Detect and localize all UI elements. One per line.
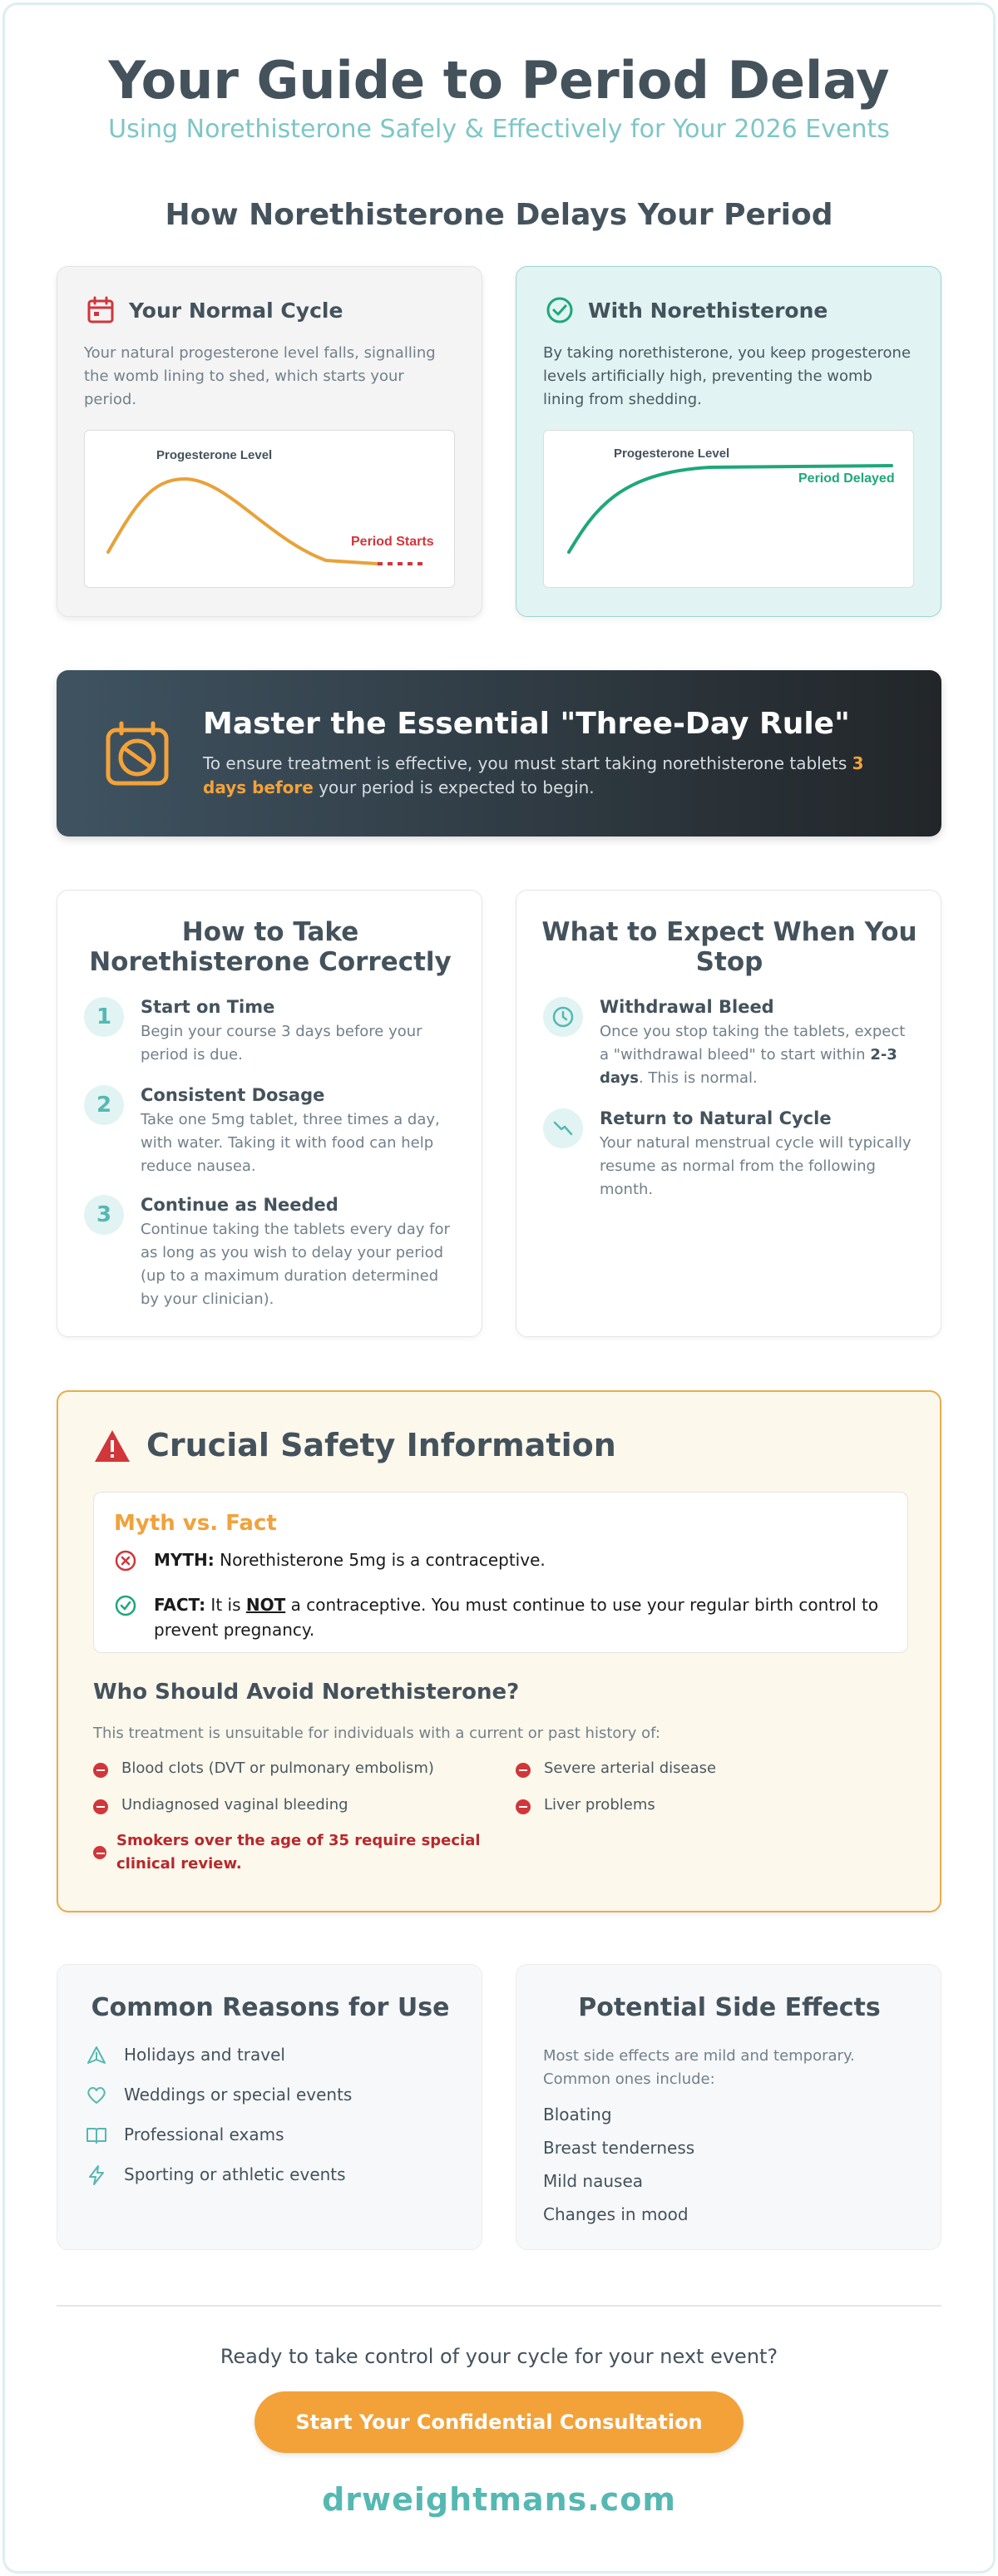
period-delayed-label: Period Delayed — [798, 471, 895, 486]
brand-link[interactable]: drweightmans.com — [322, 2481, 676, 2518]
myth-label: MYTH: — [154, 1550, 215, 1570]
what-to-expect-title: What to Expect When You Stop — [541, 917, 917, 977]
period-starts-label: Period Starts — [351, 535, 434, 549]
divider — [57, 2305, 941, 2307]
reason-item: Sporting or athletic events — [124, 2164, 346, 2184]
with-norethisterone-card — [516, 266, 941, 617]
withdrawal-bleed-text — [600, 1020, 916, 1090]
withdrawal-days: 2-3 days — [600, 1046, 897, 1087]
how-to-take-card — [57, 890, 482, 1337]
smokers-warning: Smokers over the age of 35 require special clinical review. — [116, 1832, 481, 1873]
myth-statement — [154, 1547, 886, 1572]
withdrawal-text-end: . This is normal. — [638, 1069, 758, 1087]
side-effect-item: Breast tenderness — [543, 2138, 695, 2158]
calendar-icon — [86, 295, 116, 325]
trend-icon — [543, 1108, 583, 1148]
step-title: Consistent Dosage — [141, 1085, 325, 1105]
step-number: 2 — [84, 1085, 124, 1125]
three-day-rule-title: Master the Essential "Three-Day Rule" — [203, 707, 850, 741]
warning-icon — [93, 1429, 131, 1463]
reason-item: Professional exams — [124, 2124, 284, 2144]
normal-chart-label: Progesterone Level — [156, 448, 273, 462]
what-to-expect-card — [516, 890, 941, 1337]
avoid-item: Severe arterial disease — [544, 1759, 717, 1777]
three-day-rule-banner — [57, 670, 941, 836]
side-effects-title: Potential Side Effects — [578, 1993, 881, 2022]
avoid-item: Undiagnosed vaginal bleeding — [121, 1796, 348, 1814]
reason-item: Weddings or special events — [124, 2085, 353, 2105]
step-text: Continue taking the tablets every day for as long as you wish to delay your period (up to a maximum duration determined by your clinician). — [141, 1221, 450, 1308]
safety-title: Crucial Safety Information — [146, 1427, 616, 1463]
step-title: Start on Time — [141, 997, 275, 1017]
step-text: Begin your course 3 days before your period is due. — [141, 1023, 422, 1063]
page-subtitle: Using Norethisterone Safely & Effectively for Your 2026 Events — [108, 115, 890, 144]
step-title: Continue as Needed — [141, 1195, 338, 1215]
avoid-item: Liver problems — [544, 1796, 655, 1814]
minus-circle-icon — [516, 1763, 531, 1778]
fact-label: FACT: — [154, 1595, 206, 1615]
lightning-icon — [86, 2164, 107, 2186]
minus-circle-icon — [93, 1846, 106, 1859]
common-reasons-card — [57, 1964, 482, 2250]
with-norethisterone-text: By taking norethisterone, you keep progesterone levels artificially high, preventing the womb lining from shedding. — [543, 344, 912, 408]
delayed-progesterone-chart — [543, 430, 914, 588]
fact-statement — [154, 1592, 886, 1642]
myth-vs-fact-title: Myth vs. Fact — [114, 1511, 277, 1536]
fact-not: NOT — [245, 1595, 286, 1615]
page-title: Your Guide to Period Delay — [108, 50, 890, 111]
side-effect-item: Bloating — [543, 2105, 612, 2124]
safety-section — [57, 1390, 941, 1912]
step-text: Take one 5mg tablet, three times a day, with water. Taking it with food can help reduce nausea. — [141, 1111, 440, 1175]
natural-cycle-title: Return to Natural Cycle — [600, 1108, 832, 1128]
myth-text: Norethisterone 5mg is a contraceptive. — [214, 1550, 546, 1570]
calendar-clock-icon — [103, 720, 171, 788]
check-circle-icon — [545, 295, 575, 325]
natural-cycle-text: Your natural menstrual cycle will typically resume as normal from the following month. — [600, 1134, 912, 1198]
normal-progesterone-chart — [84, 430, 455, 588]
cta-question: Ready to take control of your cycle for your next event? — [220, 2345, 778, 2368]
clock-icon — [543, 997, 583, 1037]
rule-highlight: 3 days before — [203, 753, 864, 797]
side-effect-item: Changes in mood — [543, 2204, 689, 2224]
normal-cycle-text: Your natural progesterone level falls, signalling the womb lining to shed, which starts your period. — [84, 344, 436, 408]
start-consultation-button[interactable]: Start Your Confidential Consultation — [254, 2391, 744, 2453]
common-reasons-title: Common Reasons for Use — [91, 1993, 450, 2022]
book-icon — [86, 2124, 107, 2146]
check-circle-icon — [114, 1594, 137, 1617]
normal-progesterone-curve — [108, 479, 378, 564]
how-to-take-title: How to Take Norethisterone Correctly — [89, 917, 452, 977]
minus-circle-icon — [93, 1763, 108, 1778]
step-number: 1 — [84, 997, 124, 1037]
minus-circle-icon — [516, 1799, 531, 1814]
reason-item: Holidays and travel — [124, 2045, 285, 2065]
who-should-avoid-intro: This treatment is unsuitable for individuals with a current or past history of: — [93, 1725, 660, 1742]
side-effects-card — [516, 1964, 941, 2250]
three-day-rule-text — [203, 752, 885, 800]
fact-text-start: It is — [205, 1595, 246, 1615]
avoid-item: Blood clots (DVT or pulmonary embolism) — [121, 1759, 434, 1777]
x-circle-icon — [114, 1549, 137, 1572]
side-effects-intro: Most side effects are mild and temporary. Common ones include: — [543, 2047, 855, 2088]
rule-text-end: your period is expected to begin. — [313, 777, 595, 797]
withdrawal-text-start: Once you stop taking the tablets, expect a "withdrawal bleed" to start within — [600, 1023, 906, 1063]
normal-cycle-title: Your Normal Cycle — [129, 299, 343, 323]
fact-text-end: a contraceptive. You must continue to use your regular birth control to prevent pregnancy. — [154, 1595, 879, 1640]
normal-cycle-card — [57, 266, 482, 617]
step-number: 3 — [84, 1195, 124, 1235]
plane-icon — [86, 2045, 107, 2066]
myth-vs-fact-box — [93, 1492, 908, 1653]
delayed-chart-label: Progesterone Level — [614, 447, 730, 461]
who-should-avoid-title: Who Should Avoid Norethisterone? — [93, 1680, 520, 1705]
withdrawal-bleed-title: Withdrawal Bleed — [600, 997, 774, 1017]
minus-circle-icon — [93, 1799, 108, 1814]
mechanism-heading: How Norethisterone Delays Your Period — [165, 198, 833, 232]
heart-icon — [86, 2085, 107, 2106]
with-norethisterone-title: With Norethisterone — [588, 299, 828, 323]
side-effect-item: Mild nausea — [543, 2171, 644, 2191]
rule-text-start: To ensure treatment is effective, you must start taking norethisterone tablets — [203, 753, 852, 773]
